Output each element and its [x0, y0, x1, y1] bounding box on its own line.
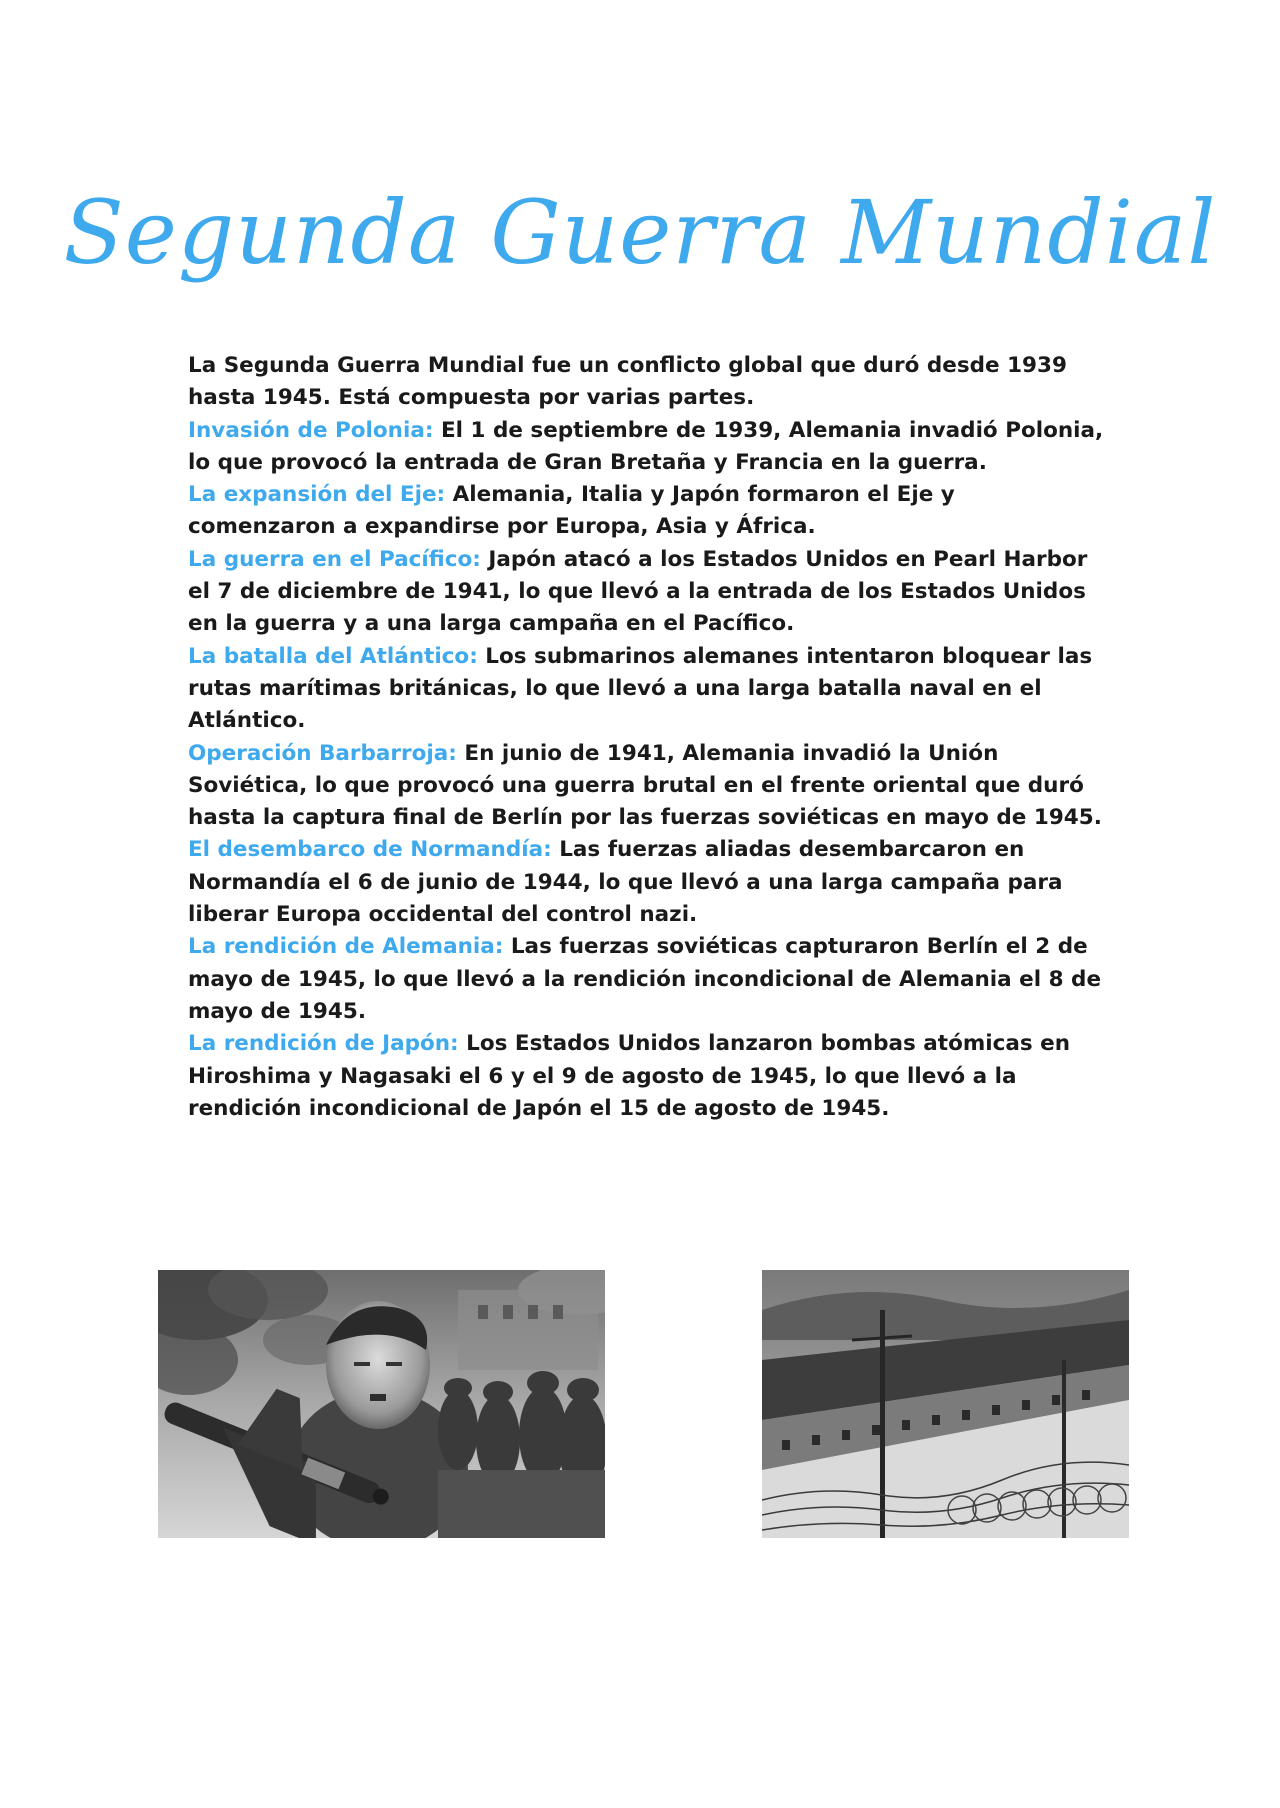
section-text: Las fuerzas soviéticas capturaron Berlín el 2 de mayo de 1945, lo que llevó a la rendición incondicional de Alemania el 8 de mayo de 1945.: [188, 934, 1102, 1024]
intro-paragraph: La Segunda Guerra Mundial fue un conflicto global que duró desde 1939 hasta 1945. Está compuesta por varias partes.: [188, 353, 1067, 411]
section-batalla-atlantico: [188, 641, 1108, 738]
section-text: Las fuerzas aliadas desembarcaron en Normandía el 6 de junio de 1944, lo que llevó a una larga campaña para liberar Europa occidental del control nazi.: [188, 837, 1063, 928]
section-heading: La rendición de Alemania:: [188, 934, 504, 960]
section-text: Alemania, Italia y Japón formaron el Eje y comenzaron a expandirse por Europa, Asia y África.: [188, 482, 955, 540]
section-heading: La rendición de Japón:: [188, 1031, 459, 1057]
section-operacion-barbarroja: [188, 738, 1108, 835]
section-text: Los submarinos alemanes intentaron bloquear las rutas marítimas británicas, lo que llevó a una larga batalla naval en el Atlántico.: [188, 643, 1093, 734]
barracks-camp-graphic: [762, 1270, 1129, 1538]
section-heading: La batalla del Atlántico:: [188, 643, 478, 669]
section-text: Los Estados Unidos lanzaron bombas atómicas en Hiroshima y Nagasaki el 6 y el 9 de agosto de 1945, lo que llevó a la rendición incondicional de Japón el 15 de agosto de 1945.: [188, 1031, 1071, 1121]
page-title: Segunda Guerra Mundial: [63, 181, 1217, 284]
section-text: El 1 de septiembre de 1939, Alemania invadió Polonia, lo que provocó la entrada de Gran Bretaña y Francia en la guerra.: [188, 417, 1104, 475]
body-text: [188, 350, 1108, 1125]
section-heading: Operación Barbarroja:: [188, 740, 457, 766]
section-desembarco-normandia: [188, 834, 1108, 931]
section-heading: El desembarco de Normandía:: [188, 837, 552, 863]
section-expansion-eje: [188, 479, 1108, 544]
section-heading: La expansión del Eje:: [188, 482, 446, 508]
barracks-camp-photo: [762, 1270, 1129, 1538]
section-invasion-polonia: [188, 415, 1108, 480]
section-text: En junio de 1941, Alemania invadió la Unión Soviética, lo que provocó una guerra brutal en el frente oriental que duró hasta la captura final de Berlín por las fuerzas soviéticas en mayo de 1945.: [188, 740, 1102, 831]
war-collage-graphic: [158, 1270, 605, 1538]
section-rendicion-alemania: [188, 931, 1108, 1028]
section-text: Japón atacó a los Estados Unidos en Pearl Harbor el 7 de diciembre de 1941, lo que llevó a la entrada de los Estados Unidos en la guerra y a una larga campaña en el Pacífico.: [188, 546, 1088, 637]
section-guerra-pacifico: [188, 544, 1108, 641]
section-heading: Invasión de Polonia:: [188, 417, 434, 443]
section-rendicion-japon: [188, 1028, 1108, 1125]
section-heading: La guerra en el Pacífico:: [188, 546, 481, 572]
war-collage-photo: [158, 1270, 605, 1538]
